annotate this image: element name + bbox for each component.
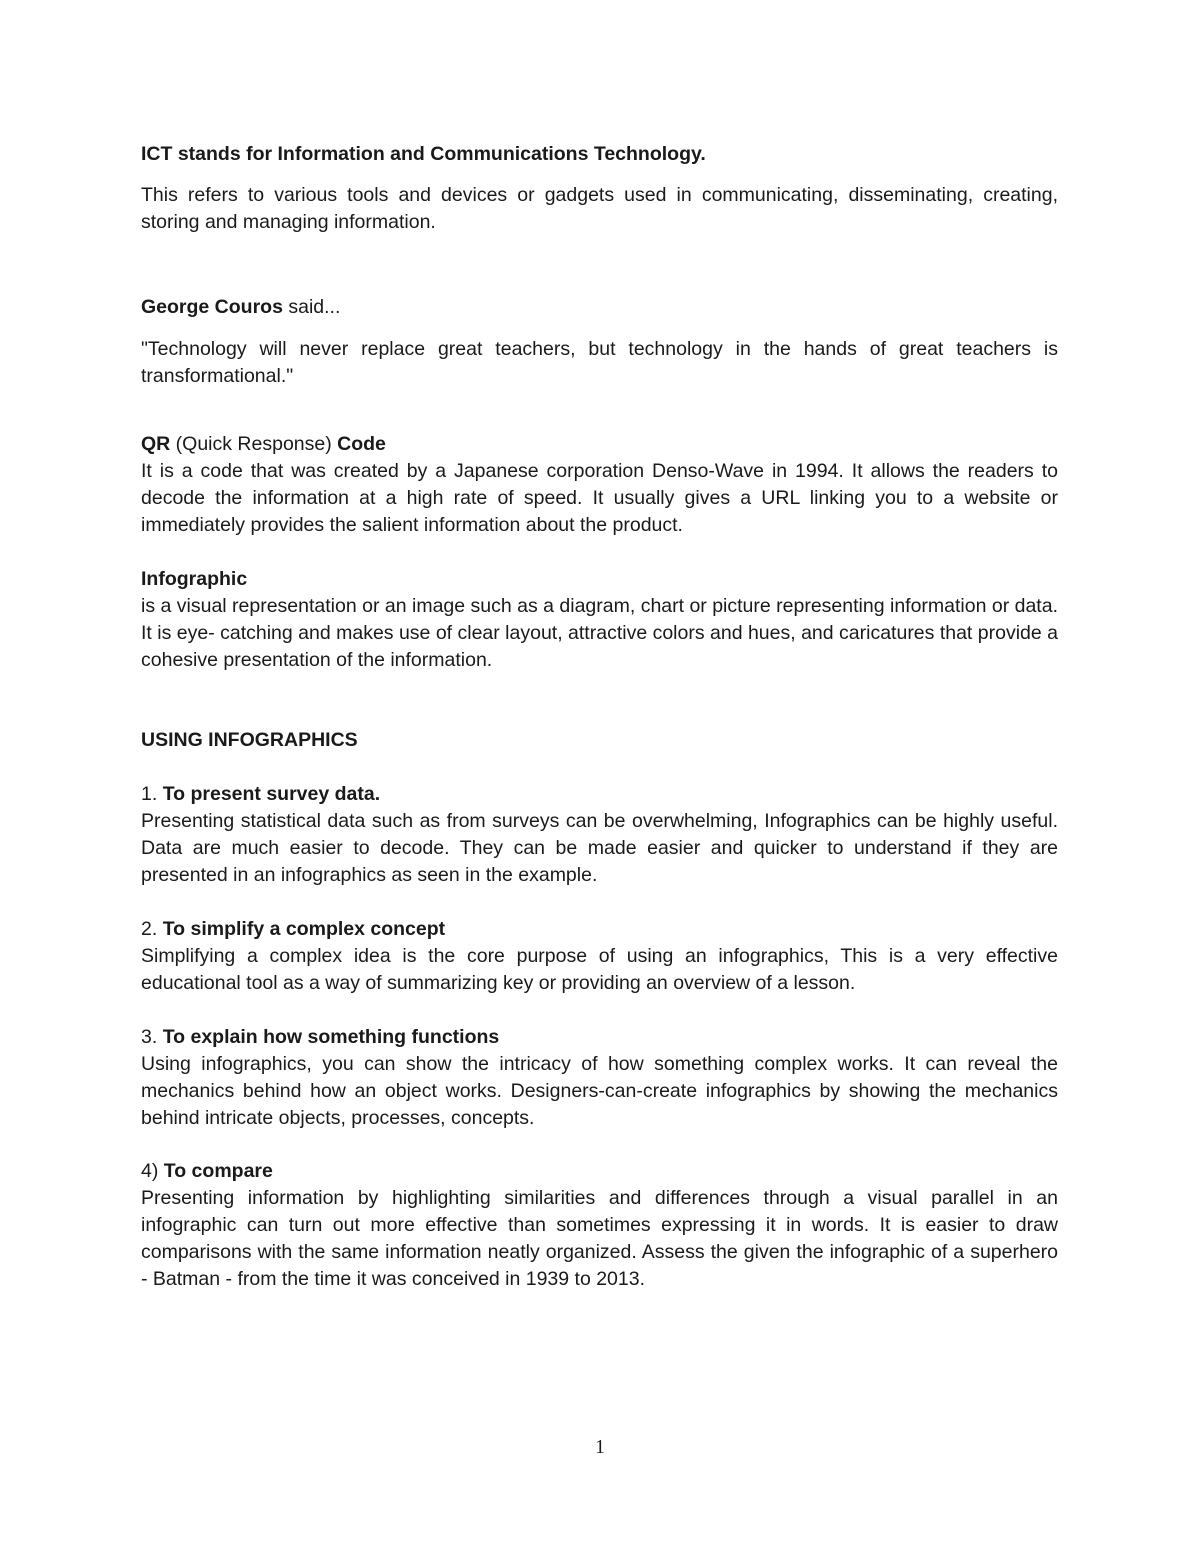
using-item-body: Using infographics, you can show the intricacy of how something complex works. It can reveal the mechanics behind how an object works. Designers-can-create infographics by showing the mechanics behind intricate objects, processes, concepts. (141, 1053, 1058, 1129)
using-item (141, 1024, 1058, 1132)
quote-text: "Technology will never replace great teachers, but technology in the hands of great teachers is transformational." (141, 338, 1058, 387)
quote-attribution (141, 294, 1058, 321)
infographic-body: is a visual representation or an image such as a diagram, chart or picture representing information or data. It is eye- catching and makes use of clear layout, attractive colors and hues, and caricatures that provide a cohesive presentation of the information. (141, 595, 1058, 671)
using-item-heading (141, 916, 1058, 943)
ict-heading: ICT stands for Information and Communications Technology. (141, 143, 706, 165)
using-item (141, 1158, 1058, 1293)
using-item-number: 2. (141, 918, 163, 940)
qr-body: It is a code that was created by a Japanese corporation Denso-Wave in 1994. It allows the readers to decode the information at a high rate of speed. It usually gives a URL linking you to a website or immediately provides the salient information about the product. (141, 460, 1058, 536)
page-number: 1 (595, 1437, 605, 1458)
using-item-heading (141, 781, 1058, 808)
infographic-heading: Infographic (141, 568, 248, 590)
using-item-number: 1. (141, 783, 163, 805)
using-item-heading (141, 1024, 1058, 1051)
using-item-body: Presenting statistical data such as from surveys can be overwhelming, Infographics can be highly useful. Data are much easier to decode. They can be made easier and quicker to understand if they are presented in an infographics as seen in the example. (141, 810, 1058, 886)
using-item (141, 916, 1058, 997)
qr-heading (141, 431, 1058, 458)
using-item (141, 781, 1058, 889)
ict-body: This refers to various tools and devices or gadgets used in communicating, disseminating, creating, storing and managing information. (141, 184, 1058, 233)
using-item-number: 4) (141, 1160, 164, 1182)
using-item-number: 3. (141, 1026, 163, 1048)
document-page (141, 141, 1058, 1293)
qr-heading-bold-2: Code (337, 433, 386, 455)
qr-heading-normal: (Quick Response) (170, 433, 338, 455)
using-item-body: Simplifying a complex idea is the core purpose of using an infographics, This is a very effective educational tool as a way of summarizing key or providing an overview of a lesson. (141, 945, 1058, 994)
using-heading: USING INFOGRAPHICS (141, 729, 358, 751)
quote-author: George Couros (141, 296, 283, 318)
using-item-title: To simplify a complex concept (162, 918, 446, 940)
using-item-heading (141, 1158, 1058, 1185)
using-item-title: To compare (163, 1160, 273, 1182)
using-item-title: To present survey data. (162, 783, 381, 805)
qr-heading-bold-1: QR (141, 433, 171, 455)
using-item-title: To explain how something functions (162, 1026, 500, 1048)
quote-said: said... (282, 296, 341, 318)
using-item-body: Presenting information by highlighting similarities and differences through a visual parallel in an infographic can turn out more effective than sometimes expressing it in words. It is easier to draw comparisons with the same information neatly organized. Assess the given the infographic of a superhero - Batman - from the time it was conceived in 1939 to 2013. (141, 1187, 1058, 1290)
